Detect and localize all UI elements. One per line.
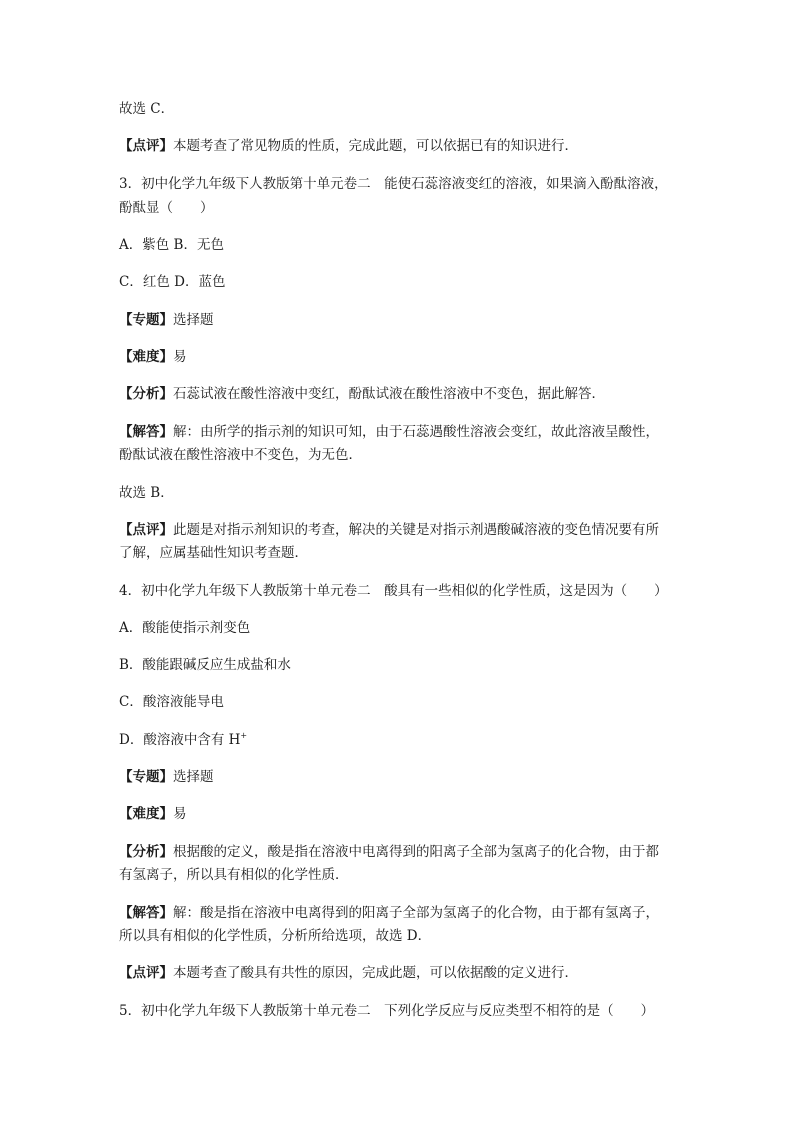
comment-tag: 【点评】 xyxy=(119,965,173,981)
question-4-option-d: D．酸溶液中含有 H+ xyxy=(119,731,248,748)
question-3-options-ab: A．紫色 B．无色 xyxy=(119,237,224,253)
comment-tag: 【点评】 xyxy=(119,522,173,538)
question-3-stem: 3．初中化学九年级下人教版第十单元卷二 能使石蕊溶液变红的溶液，如果滴入酚酞溶液， xyxy=(119,176,668,192)
answer-choice-c: 故选 C． xyxy=(119,101,175,117)
solution-tag: 【解答】 xyxy=(119,424,173,440)
topic-tag: 【专题】 xyxy=(119,312,173,328)
topic-line: 【专题】选择题 xyxy=(119,769,214,785)
analysis-line: 【分析】根据酸的定义，酸是指在溶液中电离得到的阳离子全部为氢离子的化合物，由于都 xyxy=(119,844,659,860)
question-3-options-cd: C．红色 D．蓝色 xyxy=(119,274,226,290)
answer-choice-b: 故选 B． xyxy=(119,485,174,501)
question-3-stem-cont: 酚酞显（ ） xyxy=(119,200,214,216)
superscript-charge: + xyxy=(240,731,248,740)
question-4-option-b: B．酸能跟碱反应生成盐和水 xyxy=(119,657,291,673)
difficulty-tag: 【难度】 xyxy=(119,349,173,365)
comment-paragraph: 【点评】本题考查了酸具有共性的原因，完成此题，可以依据酸的定义进行． xyxy=(119,965,578,981)
solution-line: 【解答】解：酸是指在溶液中电离得到的阳离子全部为氢离子的化合物，由于都有氢离子， xyxy=(119,905,659,921)
comment-tag: 【点评】 xyxy=(119,138,173,154)
analysis-line: 【分析】石蕊试液在酸性溶液中变红，酚酞试液在酸性溶液中不变色，据此解答． xyxy=(119,386,605,402)
solution-tag: 【解答】 xyxy=(119,905,173,921)
difficulty-line: 【难度】易 xyxy=(119,806,187,822)
comment-paragraph-cont: 了解，应属基础性知识考查题． xyxy=(119,545,308,561)
question-4-option-c: C．酸溶液能导电 xyxy=(119,694,224,710)
difficulty-line: 【难度】易 xyxy=(119,349,187,365)
solution-line-cont: 酚酞试液在酸性溶液中不变色，为无色． xyxy=(119,447,362,463)
comment-paragraph: 【点评】此题是对指示剂知识的考查，解决的关键是对指示剂遇酸碱溶液的变色情况要有所 xyxy=(119,522,659,538)
comment-paragraph: 【点评】本题考查了常见物质的性质，完成此题，可以依据已有的知识进行． xyxy=(119,138,578,154)
question-4-option-a: A．酸能使指示剂变色 xyxy=(119,620,251,636)
solution-line: 【解答】解：由所学的指示剂的知识可知，由于石蕊遇酸性溶液会变红，故此溶液呈酸性， xyxy=(119,424,659,440)
topic-tag: 【专题】 xyxy=(119,769,173,785)
question-5-stem: 5．初中化学九年级下人教版第十单元卷二 下列化学反应与反应类型不相符的是（ ） xyxy=(119,1003,655,1019)
question-4-stem: 4．初中化学九年级下人教版第十单元卷二 酸具有一些相似的化学性质，这是因为（ ） xyxy=(119,583,668,599)
analysis-tag: 【分析】 xyxy=(119,386,173,402)
topic-line: 【专题】选择题 xyxy=(119,312,214,328)
difficulty-tag: 【难度】 xyxy=(119,806,173,822)
solution-line-cont: 所以具有相似的化学性质，分析所给选项，故选 D． xyxy=(119,928,432,944)
analysis-line-cont: 有氢离子，所以具有相似的化学性质． xyxy=(119,867,349,883)
analysis-tag: 【分析】 xyxy=(119,844,173,860)
